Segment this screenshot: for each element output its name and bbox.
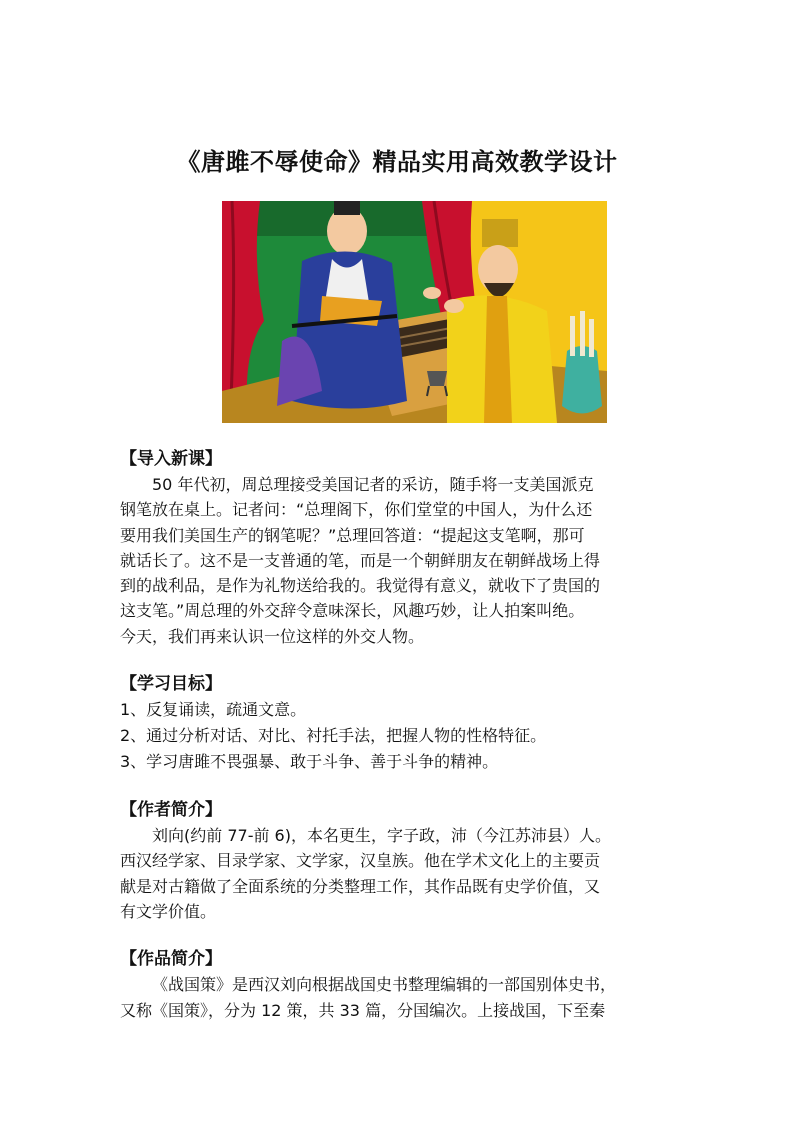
text-line: 刘向(约前 77-前 6)，本名更生，字子政，沛（今江苏沛县）人。 (152, 826, 611, 846)
list-item: 3、学习唐雎不畏强暴、敢于斗争、善于斗争的精神。 (120, 752, 499, 772)
text-line: 到的战利品，是作为礼物送给我的。我觉得有意义，就收下了贵国的 (120, 576, 601, 596)
text-line: 今天，我们再来认识一位这样的外交人物。 (120, 626, 425, 646)
document-body (120, 446, 690, 1023)
list-item: 1、反复诵读，疏通文意。 (120, 700, 307, 720)
section-work (120, 946, 690, 1023)
text-line: 要用我们美国生产的钢笔呢？”总理回答道：“提起这支笔啊，那可 (120, 525, 585, 545)
text-line: 钢笔放在桌上。记者问：“总理阁下，你们堂堂的中国人，为什么还 (120, 500, 593, 520)
section-heading: 【作品简介】 (120, 949, 222, 970)
section-intro (120, 446, 690, 649)
text-line: 就话长了。这不是一支普通的笔，而是一个朝鲜朋友在朝鲜战场上得 (120, 550, 601, 570)
paragraph (120, 972, 690, 1023)
vase-with-scrolls (562, 346, 602, 414)
section-heading: 【学习目标】 (120, 674, 222, 695)
section-goals (120, 671, 690, 775)
page-title: 《唐雎不辱使命》精品实用高效教学设计 (176, 148, 618, 176)
text-line: 献是对古籍做了全面系统的分类整理工作，其作品既有史学价值，又 (120, 876, 601, 896)
text-line: 西汉经学家、目录学家、文学家，汉皇族。他在学术文化上的主要贡 (120, 851, 601, 871)
paragraph (120, 472, 690, 649)
section-heading: 【导入新课】 (120, 449, 222, 469)
text-line: 有文学价值。 (120, 901, 217, 921)
section-heading: 【作者简介】 (120, 800, 222, 821)
illustration-tangju-and-king (222, 201, 607, 423)
text-line: 《战国策》是西汉刘向根据战国史书整理编辑的一部国别体史书， (152, 975, 617, 995)
section-author (120, 797, 690, 924)
figure-king-crown (482, 219, 518, 247)
text-line: 又称《国策》，分为 12 策，共 33 篇，分国编次。上接战国，下至秦 (120, 1000, 606, 1020)
paragraph (120, 823, 690, 924)
text-line: 50 年代初，周总理接受美国记者的采访，随手将一支美国派克 (152, 475, 594, 494)
list-item: 2、通过分析对话、对比、衬托手法，把握人物的性格特征。 (120, 726, 547, 746)
text-line: 这支笔。”周总理的外交辞令意味深长，风趣巧妙，让人拍案叫绝。 (120, 601, 585, 621)
